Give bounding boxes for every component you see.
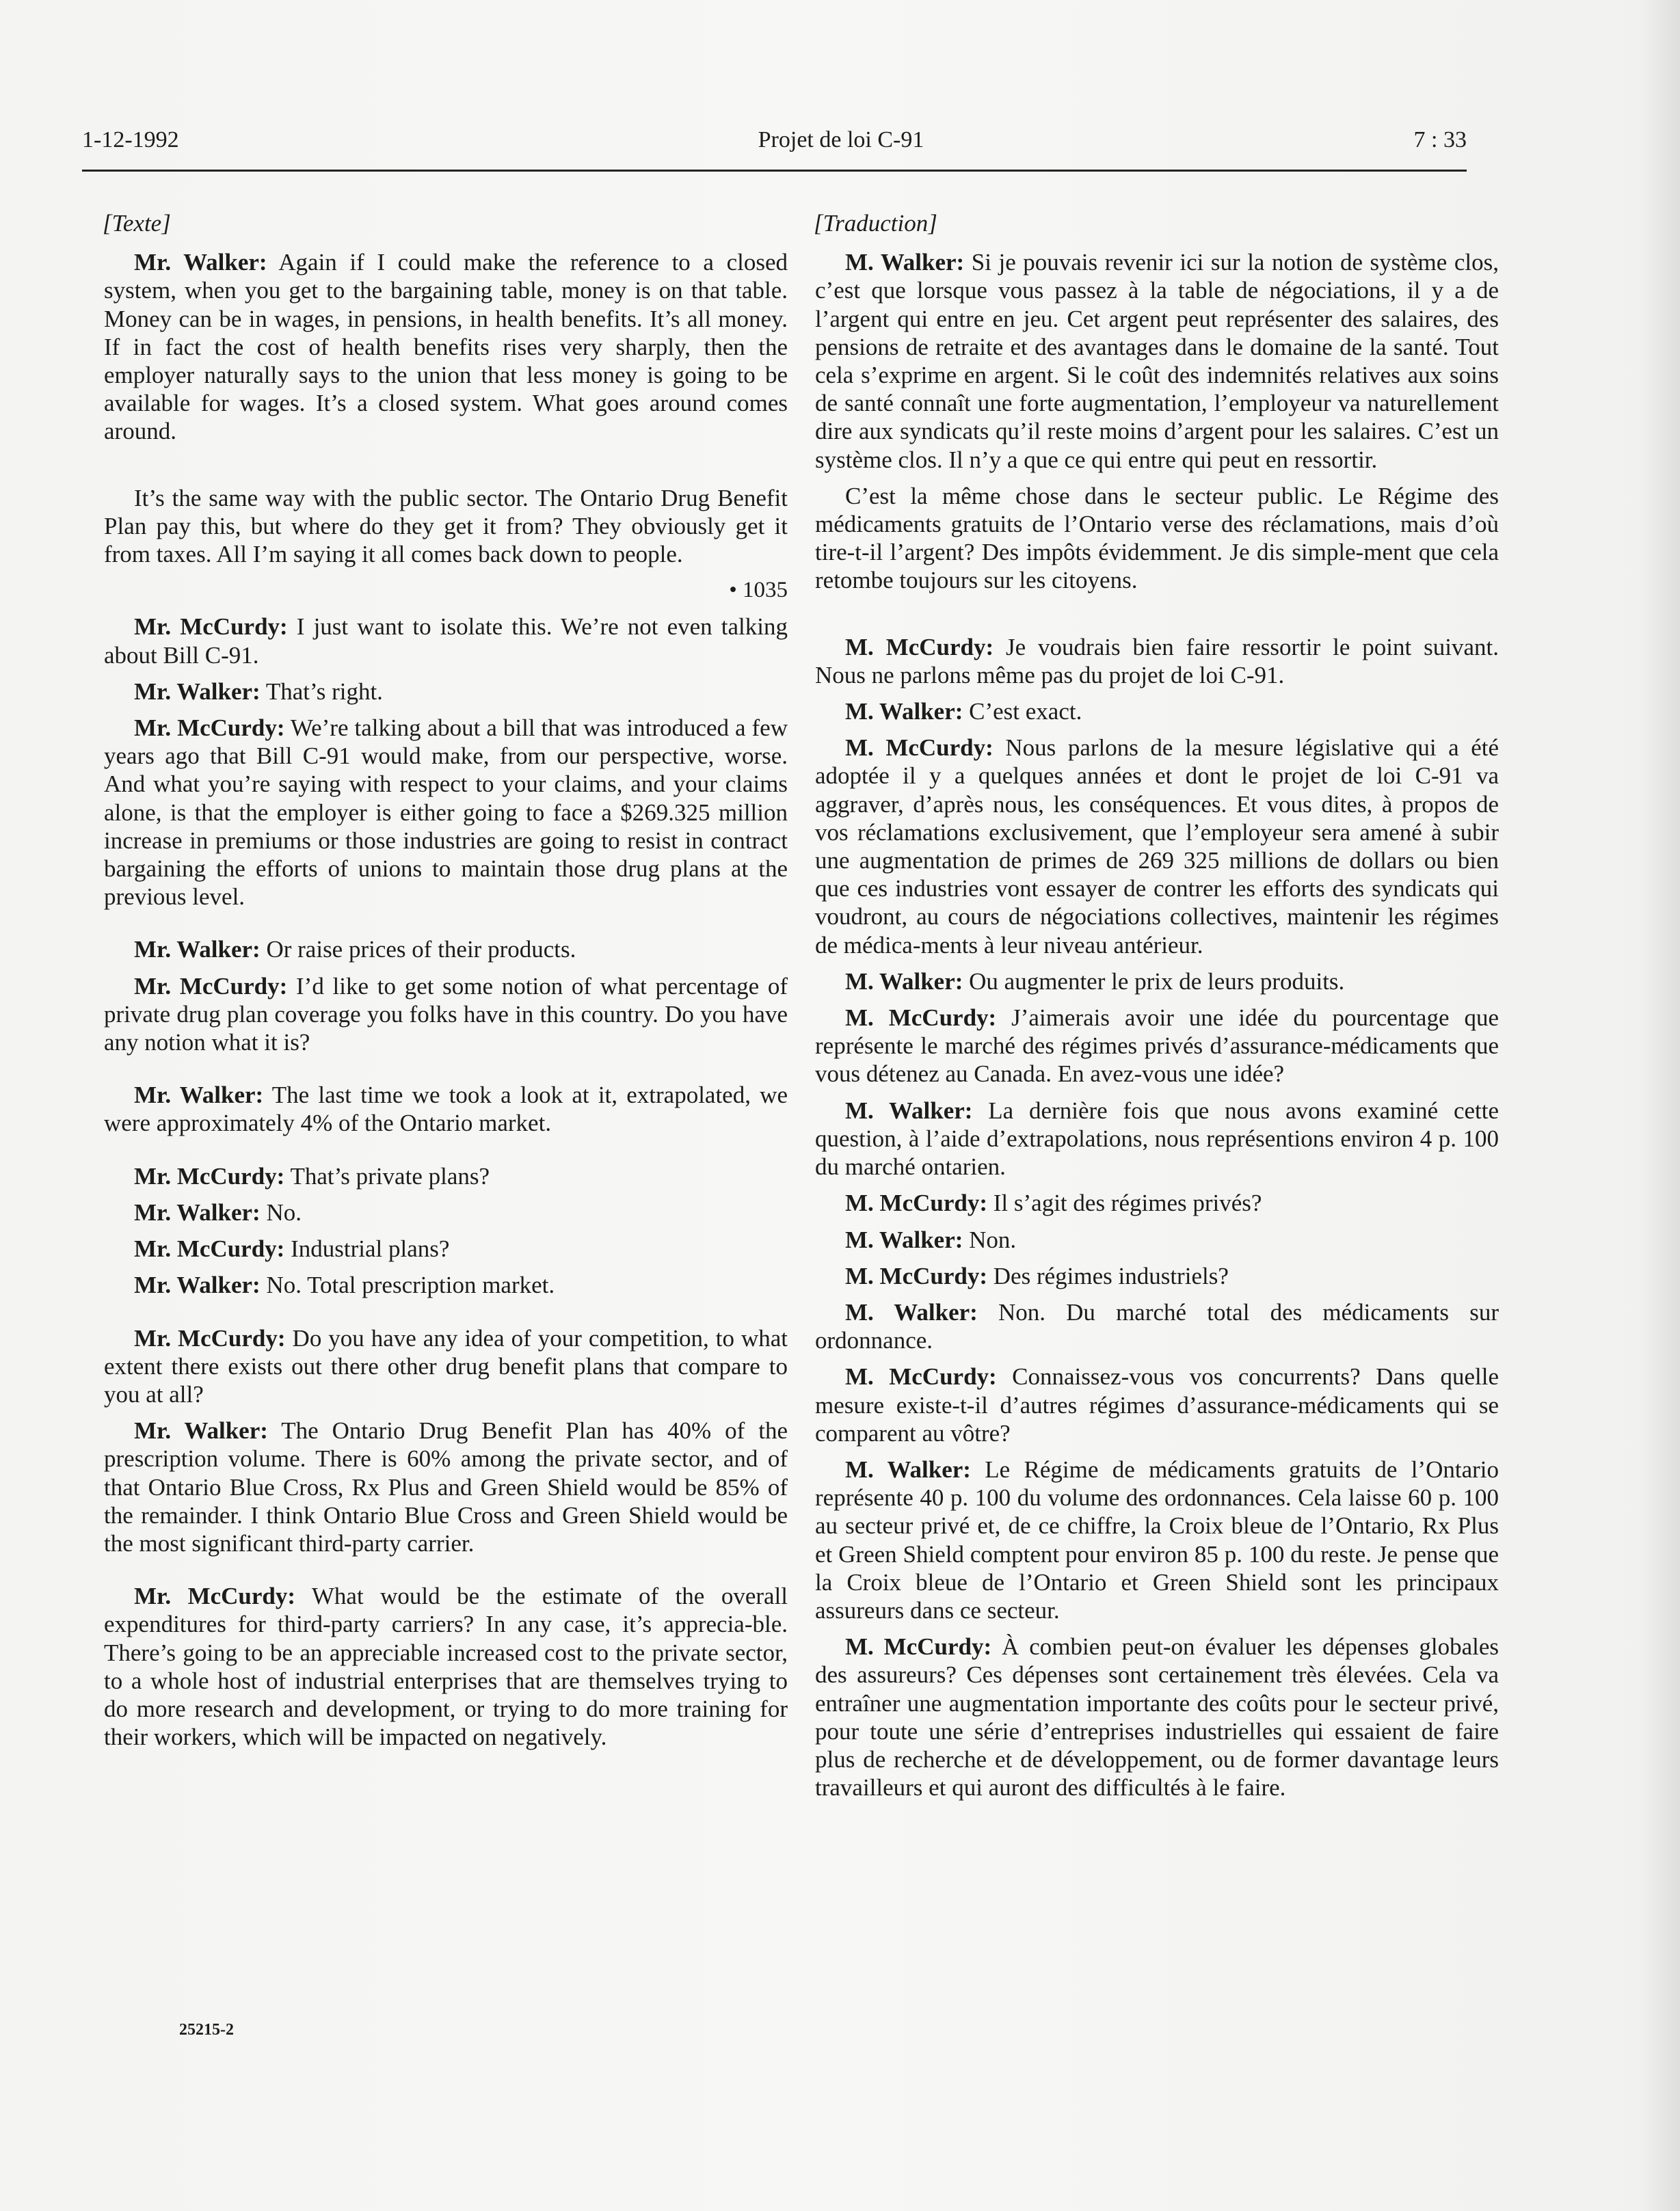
paragraph-text: Ou augmenter le prix de leurs produits. — [963, 967, 1345, 995]
speaker-name: M. McCurdy: — [845, 1363, 997, 1391]
paragraph — [104, 1417, 788, 1557]
paragraph-text: Le Régime de médicaments gratuits de l’Ontario représente 40 p. 100 du volume des ordonnances. Cela laisse 60 p. 100 au secteur privé et, de ce chiffre, la Croix bleue de l’Ontario, Rx Plus et Green Shield comptent pour environ 85 p. 100 du reste. Je pense que la Croix bleue de l’Ontario et Green Shield sont les principaux assureurs dans ce secteur. — [815, 1456, 1499, 1624]
paragraph — [104, 1271, 788, 1299]
left-column — [104, 209, 788, 1759]
speaker-name: Mr. McCurdy: — [134, 1583, 296, 1610]
speaker-name: Mr. Walker: — [134, 936, 261, 963]
speaker-name: M. Walker: — [845, 1456, 971, 1483]
column-heading-traduction: [Traduction] — [814, 210, 937, 237]
paragraph — [104, 678, 788, 706]
paragraph-text: Je voudrais bien faire ressortir le point suivant. Nous ne parlons même pas du projet de loi C-91. — [815, 633, 1499, 688]
header-page-number: 7 : 33 — [1413, 127, 1467, 152]
speaker-name: Mr. McCurdy: — [134, 1162, 285, 1190]
page-edge-shadow — [1639, 0, 1680, 2211]
speaker-name: Mr. McCurdy: — [134, 972, 288, 1000]
speaker-name: M. Walker: — [845, 1226, 963, 1253]
speaker-name: M. McCurdy: — [845, 734, 994, 762]
speaker-name: Mr. Walker: — [134, 1417, 268, 1445]
right-column — [815, 209, 1499, 1810]
speaker-name: M. McCurdy: — [845, 1262, 988, 1289]
header-title: Projet de loi C-91 — [758, 127, 924, 152]
paragraph — [815, 1363, 1499, 1447]
speaker-name: M. Walker: — [845, 249, 965, 276]
speaker-name: M. McCurdy: — [845, 1633, 992, 1661]
paragraph-text: Do you have any idea of your competition, to what extent there exists out there other drug benefit plans that compare to you at all? — [104, 1324, 788, 1408]
speaker-name: Mr. Walker: — [134, 1082, 264, 1109]
paragraph-text: Again if I could make the reference to a closed system, when you get to the bargaining table, money is on that table. Money can be in wages, in pensions, in health benefits. It’s all money. If in fact the cost of health benefits rises very sharply, then the employer naturally says to the union that less money is going to be available for wages. It’s a closed system. What goes around comes around. — [104, 249, 788, 445]
paragraph — [815, 967, 1499, 995]
speaker-name: Mr. Walker: — [134, 249, 267, 276]
speaker-name: M. Walker: — [845, 698, 963, 725]
speaker-name: Mr. Walker: — [134, 678, 261, 705]
paragraph — [104, 1235, 788, 1263]
speaker-name: Mr. Walker: — [134, 1272, 261, 1299]
paragraph-text: La dernière fois que nous avons examiné cette question, à l’aide d’extrapolations, nous représentions environ 4 p. 100 du marché ontarien. — [815, 1097, 1499, 1181]
speaker-name: M. Walker: — [845, 1298, 978, 1326]
speaker-name: Mr. Walker: — [134, 1198, 261, 1226]
paragraph — [815, 734, 1499, 959]
paragraph — [815, 482, 1499, 595]
paragraph — [815, 1226, 1499, 1254]
paragraph-text: That’s right. — [260, 678, 383, 705]
paragraph-text: I just want to isolate this. We’re not even talking about Bill C-91. — [104, 613, 788, 669]
paragraph — [104, 714, 788, 911]
paragraph-text: It’s the same way with the public sector. The Ontario Drug Benefit Plan pay this, but where do they get it from? They obviously get it from taxes. All I’m saying it all comes back down to people. — [104, 484, 788, 568]
paragraph-text: Des régimes industriels? — [987, 1262, 1229, 1289]
speaker-name: M. McCurdy: — [845, 633, 994, 660]
paragraph-text: Industrial plans? — [284, 1235, 450, 1263]
paragraph — [104, 248, 788, 445]
paragraph — [815, 1004, 1499, 1088]
paragraph — [104, 935, 788, 963]
time-marker: • 1035 — [729, 578, 788, 603]
paragraph-text: The Ontario Drug Benefit Plan has 40% of the prescription volume. There is 60% among the private sector, and of that Ontario Blue Cross, Rx Plus and Green Shield would be 85% of the remainder. I think Ontario Blue Cross and Green Shield would be the most significant third-party carrier. — [104, 1417, 788, 1557]
paragraph — [104, 1198, 788, 1227]
speaker-name: M. Walker: — [845, 967, 963, 995]
paragraph-text: No. — [260, 1198, 302, 1226]
paragraph — [815, 1262, 1499, 1290]
paragraph-text: C’est la même chose dans le secteur public. Le Régime des médicaments gratuits de l’Ontario verse des réclamations, mais d’où tire-t-il l’argent? Des impôts évidemment. Je dis simple-ment que cela retombe toujours sur les citoyens. — [815, 482, 1499, 594]
page-header — [82, 127, 1467, 168]
paragraph — [815, 1456, 1499, 1624]
paragraph-text: The last time we took a look at it, extrapolated, we were approximately 4% of the Ontario market. — [104, 1082, 788, 1137]
paragraph-text: Si je pouvais revenir ici sur la notion de système clos, c’est que lorsque vous passez à la table de négociations, il y a de l’argent qui entre en jeu. Cet argent peut représenter des salaires, des pensions de retraite et des avantages dans le domaine de la santé. Tout cela s’exprime en argent. Si le coût des indemnités relatives aux soins de santé connaît une forte augmentation, l’employeur va naturellement dire aux syndicats qu’il reste moins d’argent pour les salaires. C’est un système clos. Il n’y a que ce qui entre qui peut en ressortir. — [815, 249, 1499, 473]
paragraph-text: We’re talking about a bill that was introduced a few years ago that Bill C-91 would make, from our perspective, worse. And what you’re saying with respect to your claims, and your claims alone, is that the employer is either going to face a $269.325 million increase in premiums or those industries are going to resist in contract bargaining the efforts of unions to maintain those drug plans at the previous level. — [104, 714, 788, 911]
paragraph-text: Il s’agit des régimes privés? — [987, 1190, 1262, 1217]
paragraph-text: Nous parlons de la mesure législative qui a été adoptée il y a quelques années et dont le projet de loi C-91 va aggraver, d’après nous, les conséquences. Et vous dites, à propos de vos réclamations exclusivement, que l’employeur sera amené à subir une augmentation de primes de 269 325 millions de dollars ou bien que ces industries vont essayer de contrer les efforts des syndicats qui voudront, au cours de négociations collectives, maintenir les régimes de médica-ments à leur niveau antérieur. — [815, 734, 1499, 959]
paragraph-text: Non. Du marché total des médicaments sur ordonnance. — [815, 1298, 1499, 1354]
paragraph — [815, 1097, 1499, 1181]
speaker-name: Mr. McCurdy: — [134, 613, 288, 641]
paragraph-text: What would be the estimate of the overall expenditures for third-party carriers? In any case, it’s apprecia-ble. There’s going to be an appreciable increased cost to the private sector, to a whole host of industrial enterprises that are themselves trying to do more research and development, or trying to do more training for their workers, which will be impacted on negatively. — [104, 1583, 788, 1751]
speaker-name: M. McCurdy: — [845, 1190, 988, 1217]
paragraph — [815, 248, 1499, 474]
paragraph-text: C’est exact. — [963, 698, 1082, 725]
paragraph — [104, 1582, 788, 1751]
paragraph — [104, 1162, 788, 1190]
speaker-name: M. Walker: — [845, 1097, 973, 1124]
paragraph — [815, 1189, 1499, 1217]
header-date: 1-12-1992 — [82, 127, 179, 152]
column-heading-texte: [Texte] — [103, 210, 171, 237]
footer-print-code: 25215-2 — [179, 2021, 234, 2039]
paragraph — [104, 972, 788, 1057]
speaker-name: Mr. McCurdy: — [134, 1324, 286, 1352]
paragraph — [104, 613, 788, 669]
speaker-name: Mr. McCurdy: — [134, 1235, 285, 1263]
paragraph-text: No. Total prescription market. — [260, 1272, 555, 1299]
header-rule — [82, 170, 1467, 172]
speaker-name: Mr. McCurdy: — [134, 714, 285, 742]
speaker-name: M. McCurdy: — [845, 1004, 997, 1032]
paragraph — [815, 697, 1499, 725]
paragraph — [104, 484, 788, 569]
paragraph-text: Non. — [963, 1226, 1017, 1253]
paragraph-text: J’aimerais avoir une idée du pourcentage que représente le marché des régimes privés d’assurance-médicaments que vous détenez au Canada. En avez-vous une idée? — [815, 1004, 1499, 1088]
paragraph — [104, 1324, 788, 1409]
paragraph — [815, 633, 1499, 689]
paragraph-text: À combien peut-on évaluer les dépenses globales des assureurs? Ces dépenses sont certainement très élevées. Cela va entraîner une augmentation importante des coûts pour le secteur privé, pour toute une série d’entreprises industrielles qui essaient de faire plus de recherche et de développement, ou de former davantage leurs travailleurs et qui auront des difficultés à le faire. — [815, 1633, 1499, 1801]
paragraph-text: Connaissez-vous vos concurrents? Dans quelle mesure existe-t-il d’autres régimes d’assurance-médicaments qui se comparent au vôtre? — [815, 1363, 1499, 1447]
paragraph-text: I’d like to get some notion of what percentage of private drug plan coverage you folks have in this country. Do you have any notion what it is? — [104, 972, 788, 1056]
paragraph — [815, 1633, 1499, 1801]
paragraph-text: That’s private plans? — [284, 1162, 490, 1190]
paragraph — [104, 1081, 788, 1137]
paragraph-text: Or raise prices of their products. — [260, 936, 576, 963]
paragraph — [815, 1298, 1499, 1354]
